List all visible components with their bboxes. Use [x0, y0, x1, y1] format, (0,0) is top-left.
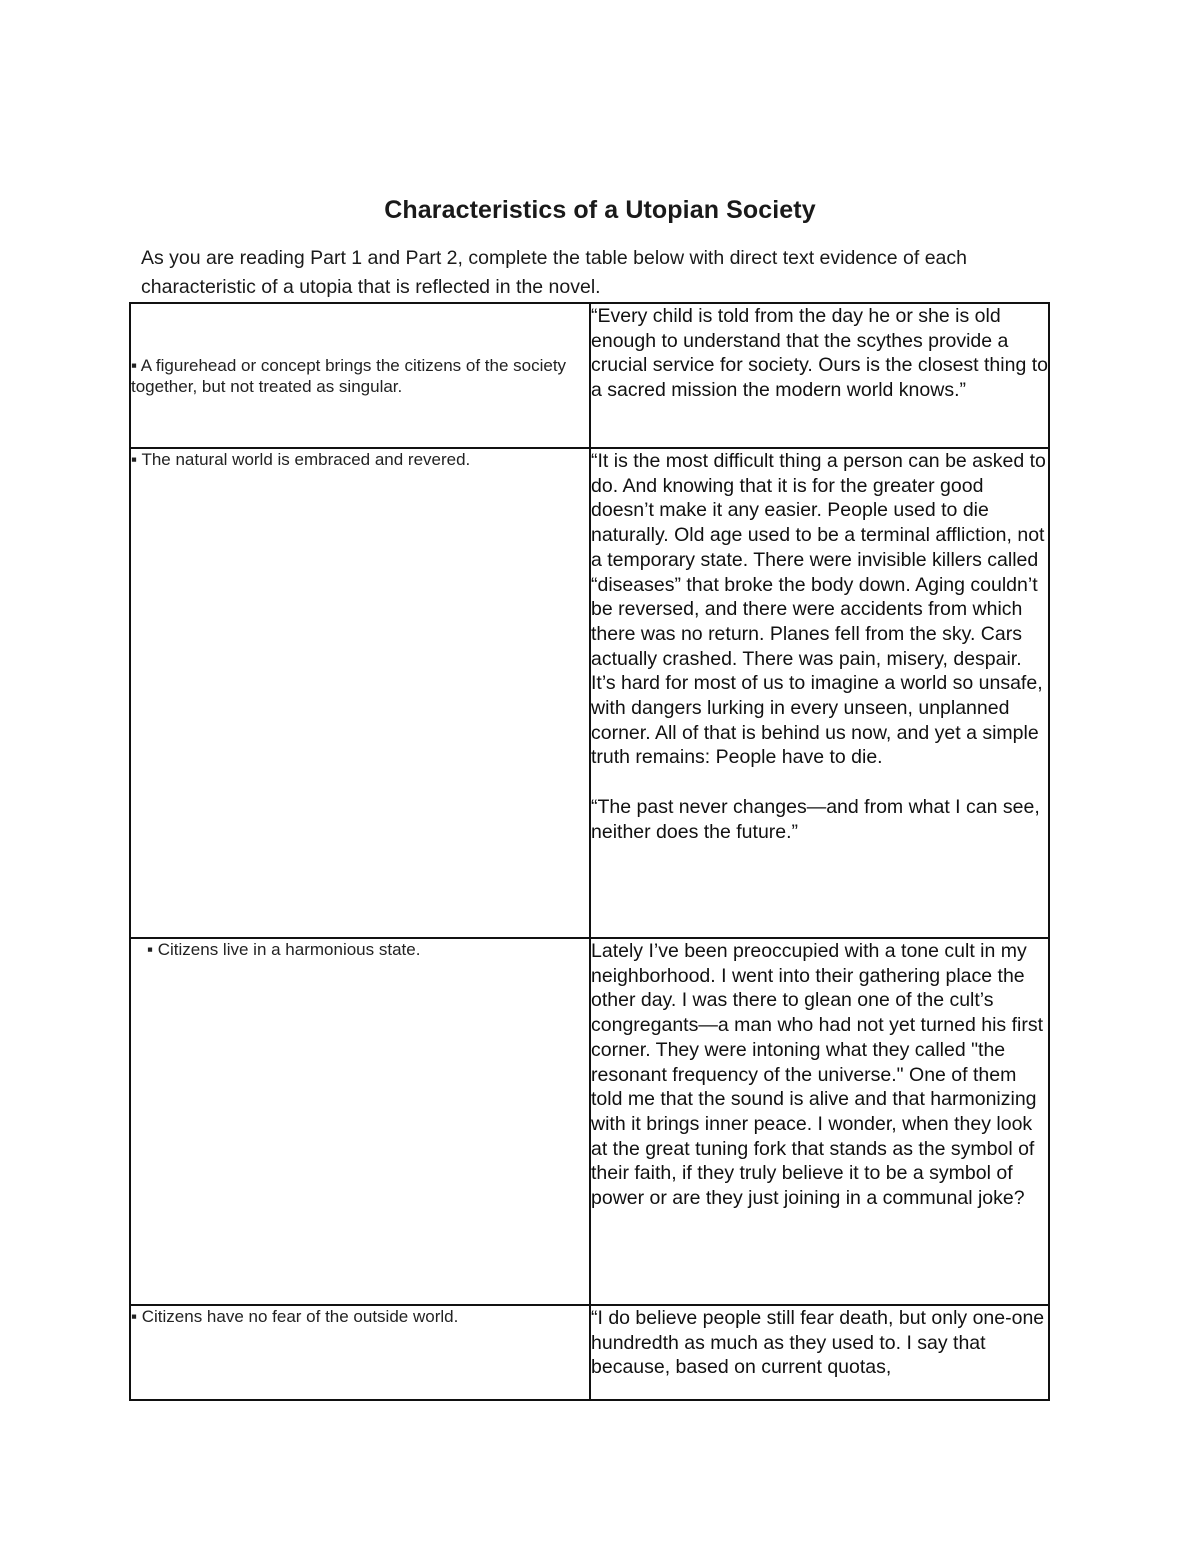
evidence-cell — [590, 448, 1049, 938]
evidence-quote: “Every child is told from the day he or she is old enough to understand that the scythes provide a crucial service for society. Ours is the closest thing to a sacred mission the modern world knows.” — [591, 305, 1048, 402]
table-row — [130, 303, 1049, 448]
evidence-cell — [590, 1305, 1049, 1400]
evidence-quote: “I do believe people still fear death, but only one-one hundredth as much as they used to. I say that because, based on current quotas, — [591, 1307, 1045, 1379]
evidence-quote: “The past never changes—and from what I can see, neither does the future.” — [591, 795, 1040, 843]
evidence-quote: Lately I’ve been preoccupied with a tone cult in my neighborhood. I went into their gathering place the other day. I was there to glean one of the cult’s congregants—a man who had not yet turned his first corner. They were intoning what they called "the resonant frequency of the universe." One of them told me that the sound is alive and that harmonizing with it brings inner peace. I wonder, when they look at the great tuning fork that stands as the symbol of their faith, if they truly believe it to be a symbol of power or are they just joining in a communal joke? — [591, 940, 1044, 1210]
characteristic-cell: ▪ Citizens live in a harmonious state. — [130, 938, 590, 1305]
evidence-quote: “It is the most difficult thing a person can be asked to do. And knowing that it is for the greater good doesn’t make it any easier. People used to die naturally. Old age used to be a terminal affliction, not a temporary state. There were invisible killers called “diseases” that broke the body down. Aging couldn’t be reversed, and there were accidents from which there was no return. Planes fell from the sky. Cars actually crashed. There was pain, misery, despair. It’s hard for most of us to imagine a world so unsafe, with dangers lurking in every unseen, unplanned corner. All of that is behind us now, and yet a simple truth remains: People have to die. — [591, 450, 1046, 769]
table-row — [130, 448, 1049, 938]
evidence-cell — [590, 303, 1049, 448]
table-row — [130, 1305, 1049, 1400]
characteristics-table — [129, 302, 1050, 1401]
table-row — [130, 938, 1049, 1305]
evidence-cell — [590, 938, 1049, 1305]
page-title: Characteristics of a Utopian Society — [384, 196, 816, 224]
instructions-paragraph: As you are reading Part 1 and Part 2, complete the table below with direct text evidence of each characteristic of a utopia that is reflected in the novel. — [141, 247, 967, 298]
characteristic-cell: ▪ Citizens have no fear of the outside world. — [130, 1305, 590, 1400]
characteristic-cell: ▪ The natural world is embraced and revered. — [130, 448, 590, 938]
characteristic-cell: ▪ A figurehead or concept brings the citizens of the society together, but not treated as singular. — [130, 303, 590, 448]
